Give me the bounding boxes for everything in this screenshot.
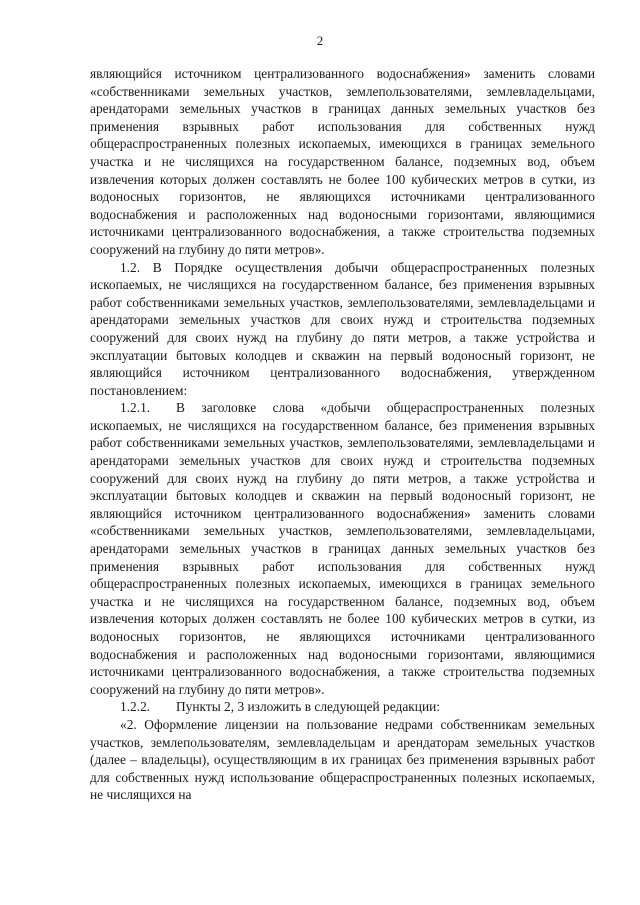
paragraph-1-2-2 [90, 698, 595, 716]
paragraph-continuation: являющийся источником централизованного водоснабжения» заменить словами «собственниками земельных участков, землепользователями, землевладельцами, арендаторами земельных участков в границах данных земельных участков без применения взрывных работ использования для собственных нужд общераспространенных полезных ископаемых, имеющихся в границах земельного участка и не числящихся на государственном балансе, подземных вод, объем извлечения которых должен составлять не более 100 кубических метров в сутки, из водоносных горизонтов, не являющихся источниками централизованного водоснабжения и расположенных над водоносными горизонтами, являющимися источниками централизованного водоснабжения, а также строительства подземных сооружений на глубину до пяти метров». [90, 66, 595, 257]
paragraph-text: Пункты 2, 3 изложить в следующей редакции: [176, 699, 441, 715]
paragraph-number: 1.2.1. [120, 400, 151, 416]
paragraph-1-2-1 [90, 399, 595, 698]
paragraph-quote-2: «2. Оформление лицензии на пользование недрами собственникам земельных участков, землепользователям, землевладельцам и арендаторам земельных участков (далее – владельцы), осуществляющим в их границах без применения взрывных работ для собственных нужд использование общераспространенных полезных ископаемых, не числящихся на [90, 716, 595, 803]
page-number: 2 [316, 33, 324, 48]
paragraph-text: В заголовке слова «добычи общераспространенных полезных ископаемых, не числящихся на государственном балансе, без применения взрывных работ собственниками земельных участков, землепользователями, землевладельцами и арендаторами земельных участков для своих нужд и строительства подземных сооружений для своих нужд на глубину до пяти метров, а также устройства и эксплуатации бытовых колодцев и скважин на первый водоносный горизонт, не являющийся источником централизованного водоснабжения» заменить словами «собственниками земельных участков, землепользователями, землевладельцами, арендаторами земельных участков в границах данных земельных участков без применения взрывных работ использования для собственных нужд общераспространенных полезных ископаемых, имеющихся в границах земельного участка и не числящихся на государственном балансе, подземных вод, объем извлечения которых должен составлять не более 100 кубических метров в сутки, из водоносных горизонтов, не являющихся источниками централизованного водоснабжения и расположенных над водоносными горизонтами, являющимися источниками централизованного водоснабжения, а также строительства подземных сооружений на глубину до пяти метров». [90, 400, 595, 697]
paragraph-1-2 [90, 259, 595, 400]
paragraph-number: 1.2. [120, 259, 141, 275]
paragraph-text: В Порядке осуществления добычи общераспространенных полезных ископаемых, не числящихся на государственном балансе, без применения взрывных работ собственниками земельных участков, землепользователями, землевладельцами и арендаторами земельных участков для своих нужд и строительства подземных сооружений для своих нужд на глубину до пяти метров, а также устройства и эксплуатации бытовых колодцев и скважин на первый водоносный горизонт, не являющийся источником централизованного водоснабжения, утвержденном постановлением: [90, 259, 595, 398]
document-body [90, 65, 595, 804]
paragraph-number: 1.2.2. [120, 699, 151, 715]
